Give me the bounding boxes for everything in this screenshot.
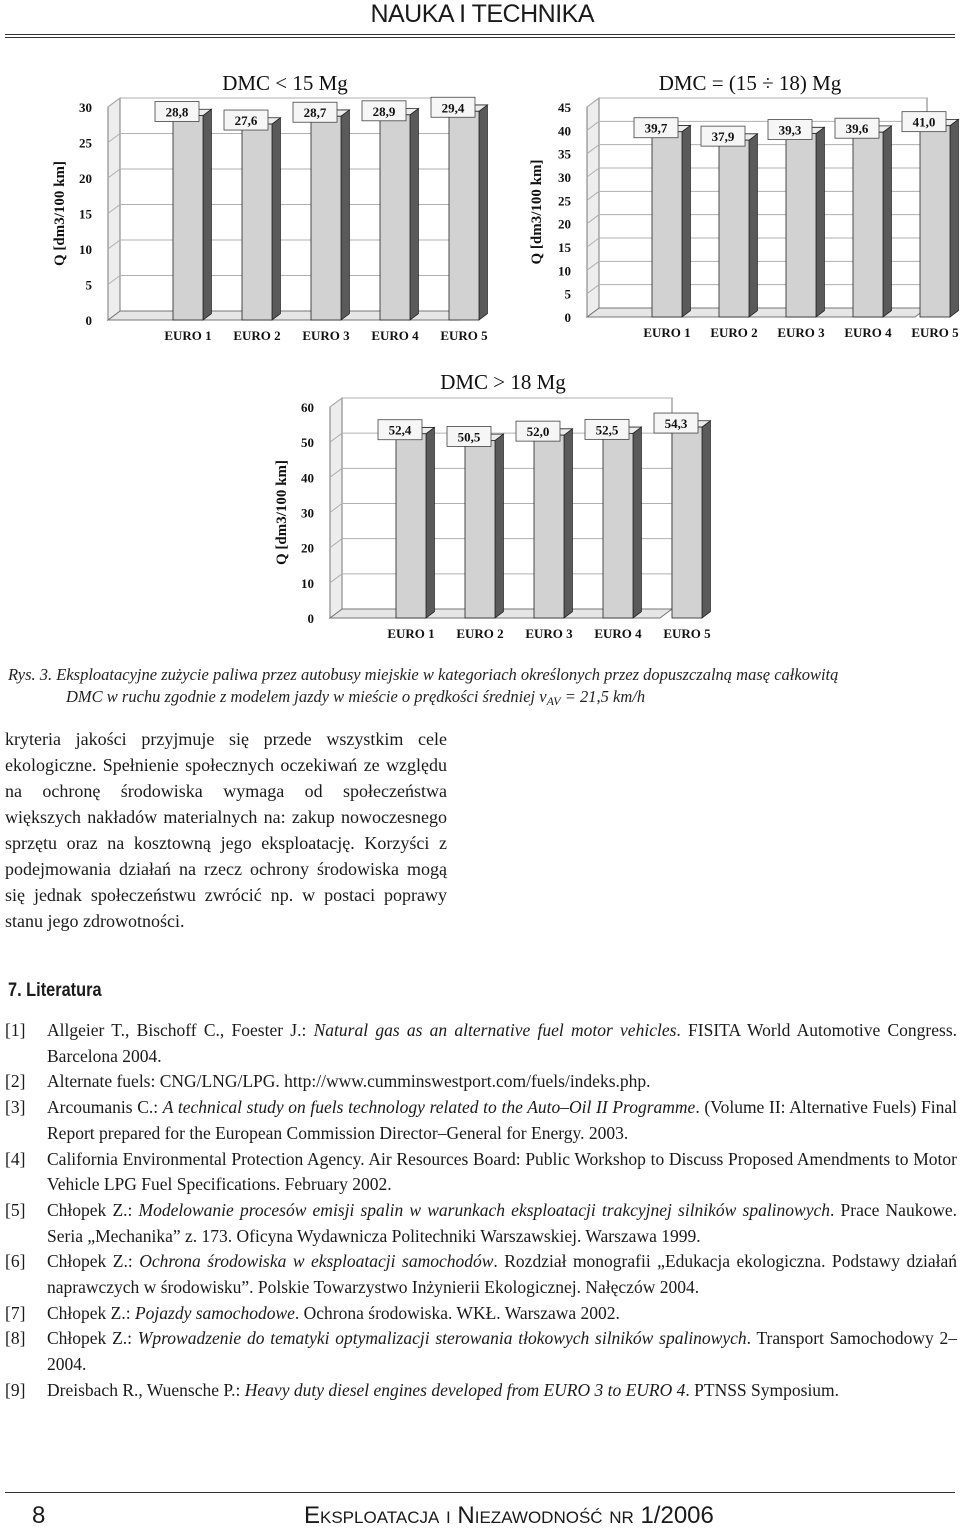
page-number: 8: [32, 1502, 46, 1529]
header-rule: [5, 37, 955, 38]
bar: [311, 110, 349, 320]
bar-side: [883, 126, 891, 317]
y-tick-label: 20: [558, 216, 571, 232]
x-tick-label: EURO 2: [233, 328, 281, 343]
data-label: 52,4: [388, 422, 412, 438]
data-label: 52,0: [526, 424, 550, 440]
data-label: 41,0: [912, 114, 936, 130]
bar-chart-dmc-15-18: [515, 65, 959, 350]
y-tick-label: 10: [558, 263, 571, 279]
reference-number: [6]: [5, 1251, 26, 1272]
reference-details: . FISITA World Automotive Congress. Barcelona 2004.: [47, 1020, 957, 1066]
chart-title: DMC < 15 Mg: [222, 71, 348, 95]
reference-text: [47, 1147, 957, 1198]
y-axis-label: Q [dm3/100 km]: [529, 159, 545, 265]
reference-item: [5, 1147, 957, 1198]
bar: [173, 109, 211, 320]
x-tick-label: EURO 4: [844, 325, 892, 340]
figure-caption: [8, 664, 953, 712]
y-tick-label: 40: [558, 123, 571, 139]
bar-front: [719, 140, 749, 317]
caption-line-2: [8, 686, 953, 712]
body-paragraph: kryteria jakości przyjmuje się przede wszystkim cele ekologiczne. Spełnienie społecznych oczekiwań ze względu na ochronę środowiska wymaga od społeczeństwa większych nakładów materialnych na: zakup nowoczesnego sprzętu oraz na kosztowną jego eksploatację. Korzyści z podejmowania działań na rzecz ochrony środowiska mogą się jednak społeczeństwu zwrócić np. w postaci poprawy stanu jego zdrowotności.: [5, 729, 447, 931]
data-label: 50,5: [457, 429, 481, 445]
y-tick-label: 25: [79, 135, 92, 151]
data-label: 29,4: [441, 100, 465, 116]
caption-line-2-start: DMC w ruchu zgodnie z modelem jazdy w mieście o prędkości średniej v: [66, 687, 547, 706]
reference-text: [47, 1301, 957, 1327]
bar-side: [564, 429, 572, 618]
y-tick-label: 15: [79, 206, 92, 222]
x-tick-label: EURO 4: [371, 328, 419, 343]
reference-number: [9]: [5, 1379, 26, 1400]
bar-front: [853, 132, 883, 317]
reference-text: [47, 1326, 957, 1377]
reference-details: . Prace Naukowe. Seria „Mechanika” z. 173. Oficyna Wydawnicza Politechniki Warszawskiej. Warszawa 1999.: [47, 1199, 957, 1246]
caption-line-1: Rys. 3. Eksploatacyjne zużycie paliwa przez autobusy miejskie w kategoriach określonych przez dopuszczalną masę całkowitą: [8, 665, 839, 684]
x-tick-label: EURO 5: [663, 626, 711, 641]
bar-front: [534, 435, 564, 618]
x-tick-label: EURO 1: [164, 328, 212, 343]
data-label: 28,8: [165, 104, 189, 120]
reference-authors: Chłopek Z.:: [47, 1199, 139, 1220]
reference-item: [5, 1378, 957, 1404]
reference-title: Natural gas as an alternative fuel motor vehicles: [313, 1020, 677, 1040]
bar-front: [449, 111, 479, 320]
y-tick-label: 30: [79, 100, 92, 115]
bar-front: [311, 116, 341, 320]
y-axis-label: Q [dm3/100 km]: [52, 161, 68, 266]
reference-details: . PTNSS Symposium.: [685, 1379, 840, 1400]
bar: [534, 429, 572, 618]
reference-title: Heavy duty diesel engines developed from EURO 3 to EURO 4: [244, 1379, 686, 1400]
y-tick-label: 15: [558, 240, 571, 255]
bar: [396, 427, 434, 618]
reference-details: . Ochrona środowiska. WKŁ. Warszawa 2002.: [294, 1302, 620, 1323]
y-tick-label: 60: [301, 400, 314, 415]
y-tick-label: 5: [564, 286, 571, 302]
reference-details: . Rozdział monografii „Edukacja ekologiczna. Podstawy działań naprawczych w środowisku”. Polskie Towarzystwo Inżynierii Ekologicznej. Nałęczów 2004.: [47, 1251, 957, 1298]
data-label: 37,9: [711, 129, 735, 145]
reference-title: Ochrona środowiska w eksploatacji samochodów: [139, 1251, 494, 1272]
bar-side: [410, 109, 418, 320]
reference-item: [5, 1018, 957, 1069]
chart-title: DMC > 18 Mg: [440, 370, 566, 394]
bar-chart-dmc-under-15: [40, 65, 488, 350]
caption-subscript: AV: [546, 694, 561, 708]
chart-title: DMC = (15 ÷ 18) Mg: [658, 71, 842, 95]
bar: [242, 118, 280, 320]
caption-line-2-end: = 21,5 km/h: [560, 687, 646, 706]
bar: [853, 126, 891, 317]
bar: [652, 125, 690, 317]
data-label: 27,6: [234, 113, 258, 129]
data-label: 54,3: [664, 416, 688, 432]
x-tick-label: EURO 5: [911, 325, 959, 340]
data-label: 28,9: [372, 103, 396, 119]
bar: [380, 109, 418, 320]
bar: [920, 119, 958, 317]
reference-title: A technical study on fuels technology related to the Auto–Oil II Programme: [162, 1097, 696, 1118]
bar-side: [203, 109, 211, 320]
bar-side: [479, 105, 487, 320]
reference-authors: Allgeier T., Bischoff C., Foester J.:: [47, 1020, 314, 1040]
reference-text: [47, 1018, 957, 1069]
reference-text: [47, 1198, 957, 1249]
bar-side: [682, 125, 690, 317]
x-tick-label: EURO 4: [594, 626, 642, 641]
bar-front: [396, 434, 426, 618]
y-tick-label: 10: [301, 575, 314, 591]
reference-details: . Transport Samochodowy 2–2004.: [47, 1328, 957, 1375]
bar-front: [920, 126, 950, 317]
y-tick-label: 20: [301, 540, 314, 556]
y-tick-label: 40: [301, 470, 314, 486]
journal-name: Eksploatacja i Niezawodność nr 1/2006: [304, 1502, 714, 1529]
reference-item: [5, 1326, 957, 1377]
reference-title: Pojazdy samochodowe: [134, 1302, 295, 1323]
chart-side-wall: [587, 98, 599, 317]
reference-item: [5, 1198, 957, 1249]
reference-item: [5, 1301, 957, 1327]
header-rule: [5, 34, 955, 35]
reference-number: [1]: [5, 1020, 26, 1040]
reference-text: [47, 1095, 957, 1146]
bar-front: [380, 115, 410, 320]
footer-rule: [5, 1492, 955, 1493]
reference-number: [8]: [5, 1328, 26, 1349]
bar-side: [341, 110, 349, 320]
reference-number: [2]: [5, 1071, 26, 1092]
reference-authors: Chłopek Z.:: [47, 1328, 138, 1349]
bar: [449, 105, 487, 320]
bar-front: [603, 433, 633, 618]
data-label: 39,6: [845, 121, 869, 137]
reference-authors: Chłopek Z.:: [47, 1302, 135, 1323]
x-tick-label: EURO 2: [456, 626, 504, 641]
y-tick-label: 30: [558, 170, 571, 185]
y-tick-label: 30: [301, 505, 314, 521]
x-tick-label: EURO 1: [643, 325, 691, 340]
data-label: 39,7: [644, 120, 668, 136]
bar-side: [495, 434, 503, 618]
y-tick-label: 20: [79, 171, 92, 186]
bar-front: [173, 116, 203, 320]
y-axis-label: Q [dm3/100 km]: [274, 460, 290, 565]
bar-side: [702, 421, 710, 618]
reference-text: [47, 1249, 957, 1300]
bar-side: [950, 119, 958, 317]
reference-details: . (Volume II: Alternative Fuels) Final Report prepared for the European Commission Director–General for Energy. 2003.: [47, 1097, 957, 1143]
data-label: 52,5: [595, 422, 619, 438]
reference-authors: California Environmental Protection Agency. Air Resources Board: Public Workshop to Discuss Proposed Amendments to Motor Vehicle LPG Fuel Specifications. February 2002.: [47, 1148, 957, 1195]
bar: [719, 134, 757, 317]
y-tick-label: 5: [85, 277, 92, 293]
reference-item: [5, 1249, 957, 1300]
bar-front: [672, 427, 702, 618]
section-heading: 7. Literatura: [8, 980, 102, 1001]
bar-front: [786, 134, 816, 317]
reference-text: [47, 1378, 957, 1404]
reference-item: [5, 1095, 957, 1146]
data-label: 39,3: [778, 122, 802, 138]
reference-authors: Dreisbach R., Wuensche P.:: [47, 1379, 245, 1400]
x-tick-label: EURO 2: [710, 325, 758, 340]
data-label: 28,7: [303, 105, 327, 121]
x-tick-label: EURO 3: [777, 325, 825, 340]
reference-number: [5]: [5, 1199, 26, 1220]
bar-front: [242, 124, 272, 320]
y-tick-label: 45: [558, 100, 571, 115]
reference-item: [5, 1069, 957, 1095]
bar-side: [426, 427, 434, 618]
bar: [465, 434, 503, 618]
reference-list: [5, 1018, 957, 1404]
y-tick-label: 25: [558, 193, 571, 209]
bar-side: [272, 118, 280, 320]
y-tick-label: 0: [307, 611, 314, 626]
bar-side: [749, 134, 757, 317]
bar: [786, 127, 824, 317]
x-tick-label: EURO 5: [440, 328, 488, 343]
bar-front: [465, 440, 495, 618]
y-tick-label: 0: [564, 310, 571, 325]
reference-title: Modelowanie procesów emisji spalin w warunkach eksploatacji trakcyjnej silników spalinowych: [138, 1199, 830, 1220]
x-tick-label: EURO 3: [525, 626, 573, 641]
y-tick-label: 0: [85, 313, 92, 328]
reference-number: [3]: [5, 1097, 26, 1118]
reference-text: [47, 1069, 957, 1095]
running-header: NAUKA I TECHNIKA: [370, 0, 594, 28]
x-tick-label: EURO 1: [387, 626, 435, 641]
reference-number: [7]: [5, 1302, 26, 1323]
y-tick-label: 50: [301, 435, 314, 451]
reference-title: Wprowadzenie do tematyki optymalizacji sterowania tłokowych silników spalinowych: [137, 1328, 747, 1349]
bar: [672, 421, 710, 618]
bar-side: [816, 127, 824, 317]
reference-number: [4]: [5, 1148, 26, 1169]
x-tick-label: EURO 3: [302, 328, 350, 343]
bar-chart-dmc-over-18: [260, 365, 711, 650]
reference-authors: Chłopek Z.:: [47, 1251, 140, 1272]
bar-front: [652, 132, 682, 317]
reference-authors: Arcoumanis C.:: [47, 1097, 163, 1118]
reference-authors: Alternate fuels: CNG/LNG/LPG. http://www.cumminswestport.com/fuels/indeks.php.: [47, 1071, 651, 1092]
bar: [603, 427, 641, 618]
y-tick-label: 10: [79, 242, 92, 257]
y-tick-label: 35: [558, 146, 571, 162]
bar-side: [633, 427, 641, 618]
